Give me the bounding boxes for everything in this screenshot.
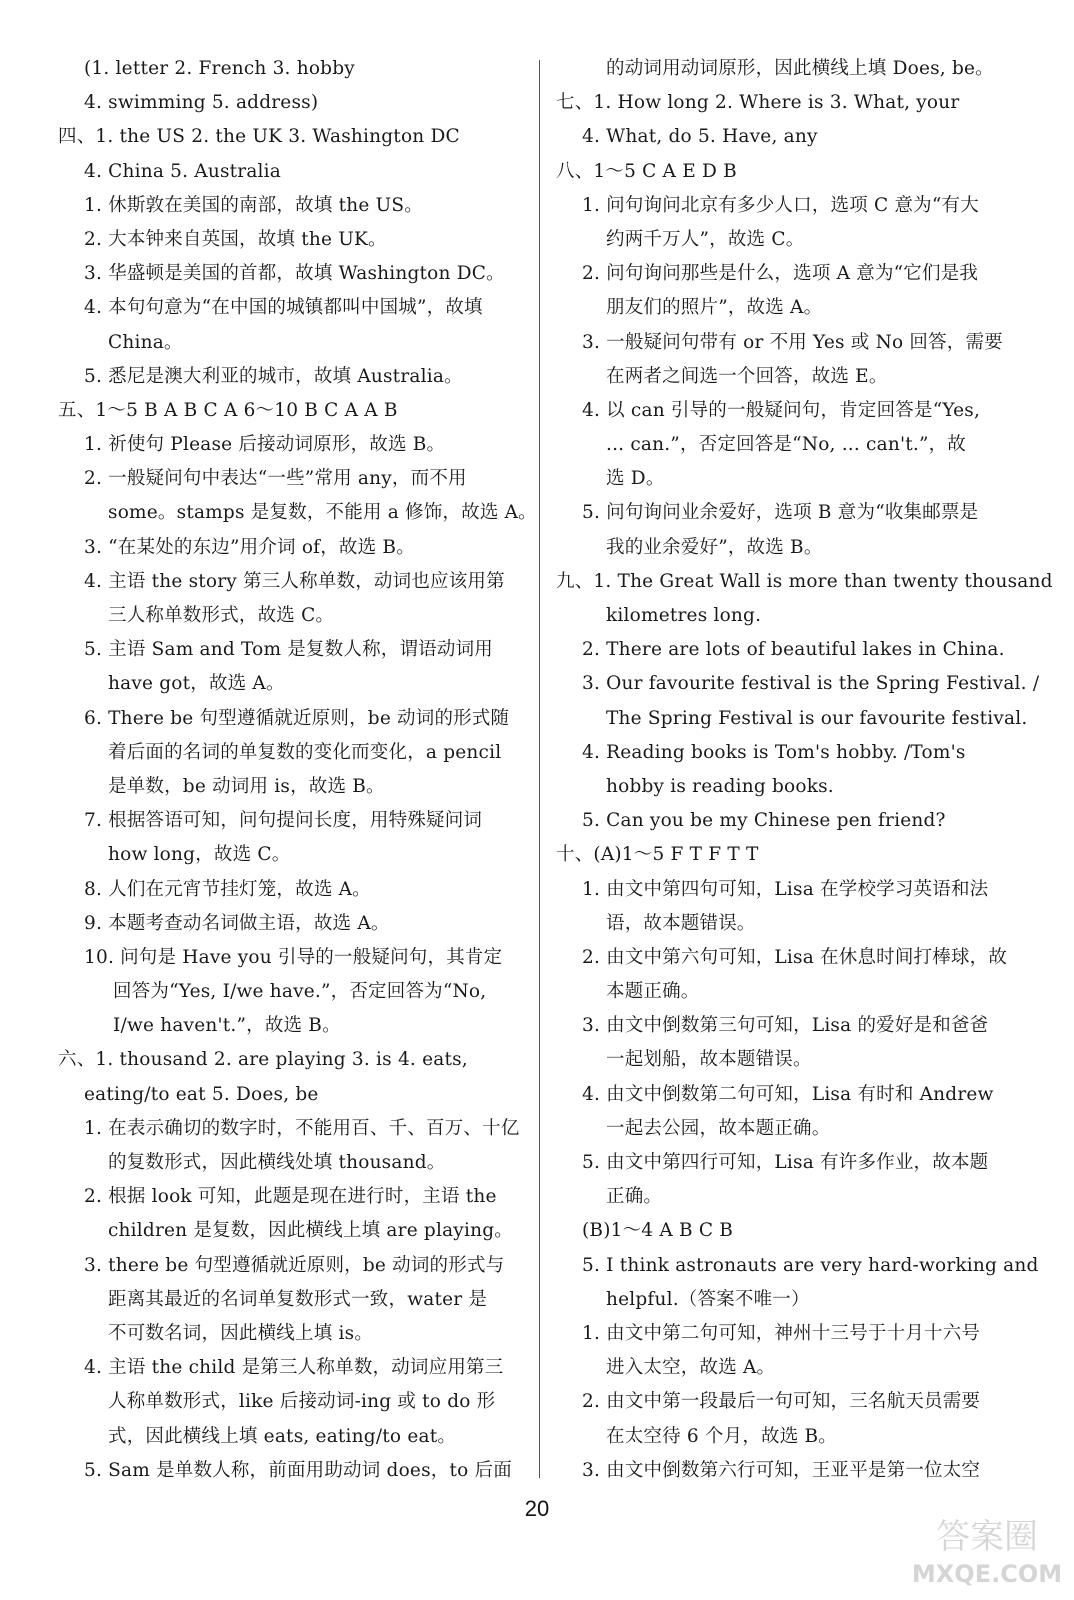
answer-line: 五、1～5 B A B C A 6～10 B C A A B [58,399,398,421]
answer-line: 七、1. How long 2. Where is 3. What, your [556,92,960,114]
answer-line: 一起划船，故本题错误。 [606,1049,812,1071]
answer-line: 正确。 [606,1186,663,1208]
answer-line: have got，故选 A。 [108,673,285,695]
answer-line: 5. Can you be my Chinese pen friend? [582,810,946,832]
answer-line: 5. Sam 是单数人称，前面用助动词 does，to 后面 [84,1459,512,1481]
svg-text:答案圈: 答案圈 [936,1517,1038,1557]
answer-line: China。 [108,331,183,353]
page-number: 20 [524,1496,550,1521]
answer-line: 着后面的名词的单复数的变化而变化，a pencil [108,741,502,763]
answer-line: I/we haven't.”，故选 B。 [113,1015,341,1037]
answer-line: 2. 由文中第一段最后一句可知，三名航天员需要 [582,1391,981,1413]
answer-line: 4. 主语 the story 第三人称单数，动词也应该用第 [84,570,505,592]
answer-line: (1. letter 2. French 3. hobby [84,58,355,79]
answer-line: 的复数形式，因此横线处填 thousand。 [108,1152,446,1173]
answer-line: 4. China 5. Australia [84,160,282,182]
answer-line: 9. 本题考查动名词做主语，故选 A。 [84,912,390,934]
answer-line: 5. 主语 Sam and Tom 是复数人称，谓语动词用 [84,639,493,661]
answer-line: children 是复数，因此横线上填 are playing。 [108,1220,513,1242]
answer-line: 十、(A)1～5 F T F T T [556,844,759,866]
answer-line: 六、1. thousand 2. are playing 3. is 4. eats, [58,1049,468,1071]
answer-line: 本题正确。 [606,981,700,1003]
answer-line: 4. swimming 5. address) [84,92,319,114]
right-column [556,52,1053,1488]
answer-line: 2. 大本钟来自英国，故填 the UK。 [84,228,387,250]
answer-line: 四、1. the US 2. the UK 3. Washington DC [58,126,460,148]
left-column [58,52,537,1488]
answer-line: 式，因此横线上填 eats, eating/to eat。 [108,1425,457,1447]
answer-line: 回答为“Yes, I/we have.”，否定回答为“No, [113,981,487,1003]
answer-line: 8. 人们在元宵节挂灯笼，故选 A。 [84,878,371,900]
answer-line: 不可数名词，因此横线上填 is。 [108,1322,373,1344]
answer-line: 朋友们的照片”，故选 A。 [606,297,823,319]
answer-line: 5. I think astronauts are very hard-working and [582,1254,1039,1276]
answer-line: 3. Our favourite festival is the Spring Festival. / [582,673,1040,695]
answer-line: 人称单数形式，like 后接动词-ing 或 to do 形 [108,1391,496,1413]
answer-line: 3. 一般疑问句带有 or 不用 Yes 或 No 回答，需要 [582,331,1003,353]
answer-line: some。stamps 是复数，不能用 a 修饰，故选 A。 [108,502,537,524]
answer-line: 1. 休斯敦在美国的南部，故填 the US。 [84,194,423,216]
answer-line: 6. There be 句型遵循就近原则，be 动词的形式随 [84,707,510,729]
answer-line: 3. “在某处的东边”用介词 of，故选 B。 [84,536,415,558]
answer-line: 进入太空，故选 A。 [606,1357,776,1379]
answer-line: 2. 由文中第六句可知，Lisa 在休息时间打棒球，故 [582,946,1008,968]
answer-line: 3. 由文中倒数第六行可知，王亚平是第一位太空 [582,1459,981,1481]
answer-line: 5. 问句询问业余爱好，选项 B 意为“收集邮票是 [582,502,979,524]
answer-line: 5. 由文中第四行可知，Lisa 有许多作业，故本题 [582,1152,989,1173]
answer-line: The Spring Festival is our favourite festival. [606,707,1028,729]
answer-line: 5. 悉尼是澳大利亚的城市，故填 Australia。 [84,365,463,387]
svg-text:MXQE.COM: MXQE.COM [912,1560,1062,1588]
answer-line: helpful.（答案不唯一） [606,1288,810,1310]
answer-line: 的动词用动词原形，因此横线上填 Does, be。 [606,58,994,79]
answer-line: 3. there be 句型遵循就近原则，be 动词的形式与 [84,1254,505,1276]
column-divider [539,60,540,1478]
answer-line: 1. 由文中第四句可知，Lisa 在学校学习英语和法 [582,878,989,900]
answer-line: kilometres long. [606,605,762,626]
answer-line: 1. 由文中第二句可知，神州十三号于十月十六号 [582,1322,981,1344]
answer-line: 4. 主语 the child 是第三人称单数，动词应用第三 [84,1357,504,1379]
answer-line: 4. 以 can 引导的一般疑问句，肯定回答是“Yes, [582,399,981,421]
answer-line: 3. 华盛顿是美国的首都，故填 Washington DC。 [84,263,505,285]
answer-line: 2. There are lots of beautiful lakes in China. [582,639,1005,661]
answer-line: 4. 由文中倒数第二句可知，Lisa 有时和 Andrew [582,1083,994,1105]
answer-line: 2. 问句询问那些是什么，选项 A 意为“它们是我 [582,263,979,285]
watermark-logo [912,1510,1062,1590]
answer-line: 我的业余爱好”，故选 B。 [606,536,823,558]
answer-line: eating/to eat 5. Does, be [84,1083,319,1105]
answer-line: 八、1～5 C A E D B [556,160,737,182]
answer-line: 2. 一般疑问句中表达“一些”常用 any，而不用 [84,468,467,490]
answer-line: 九、1. The Great Wall is more than twenty thousand [556,570,1053,592]
answer-line: 4. What, do 5. Have, any [582,126,818,148]
answer-line: 是单数，be 动词用 is，故选 B。 [108,775,385,797]
answer-line: 在太空待 6 个月，故选 B。 [606,1425,838,1447]
answer-line: 7. 根据答语可知，问句提问长度，用特殊疑问词 [84,810,483,832]
answer-line: 三人称单数形式，故选 C。 [108,605,335,626]
answer-line: 10. 问句是 Have you 引导的一般疑问句，其肯定 [84,946,503,968]
answer-line: ... can.”，否定回答是“No, ... can't.”，故 [606,434,966,456]
answer-line: hobby is reading books. [606,775,834,797]
answer-line: how long，故选 C。 [108,844,291,866]
answer-line: 1. 在表示确切的数字时，不能用百、千、百万、十亿 [84,1117,520,1139]
answer-line: 语，故本题错误。 [606,912,756,934]
answer-line: 4. 本句句意为“在中国的城镇都叫中国城”，故填 [84,297,483,319]
answer-line: 选 D。 [606,468,665,490]
answer-line: 距离其最近的名词单复数形式一致，water 是 [108,1288,488,1310]
answer-line: (B)1～4 A B C B [582,1220,734,1242]
answer-line: 约两千万人”，故选 C。 [606,228,805,250]
answer-line: 1. 问句询问北京有多少人口，选项 C 意为“有大 [582,194,979,216]
answer-line: 一起去公园，故本题正确。 [606,1117,831,1139]
answer-line: 1. 祈使句 Please 后接动词原形，故选 B。 [84,434,446,456]
answer-line: 2. 根据 look 可知，此题是现在进行时，主语 the [84,1186,497,1208]
answer-line: 4. Reading books is Tom's hobby. /Tom's [582,741,966,763]
answer-line: 3. 由文中倒数第三句可知，Lisa 的爱好是和爸爸 [582,1015,989,1037]
answer-line: 在两者之间选一个回答，故选 E。 [606,365,888,387]
